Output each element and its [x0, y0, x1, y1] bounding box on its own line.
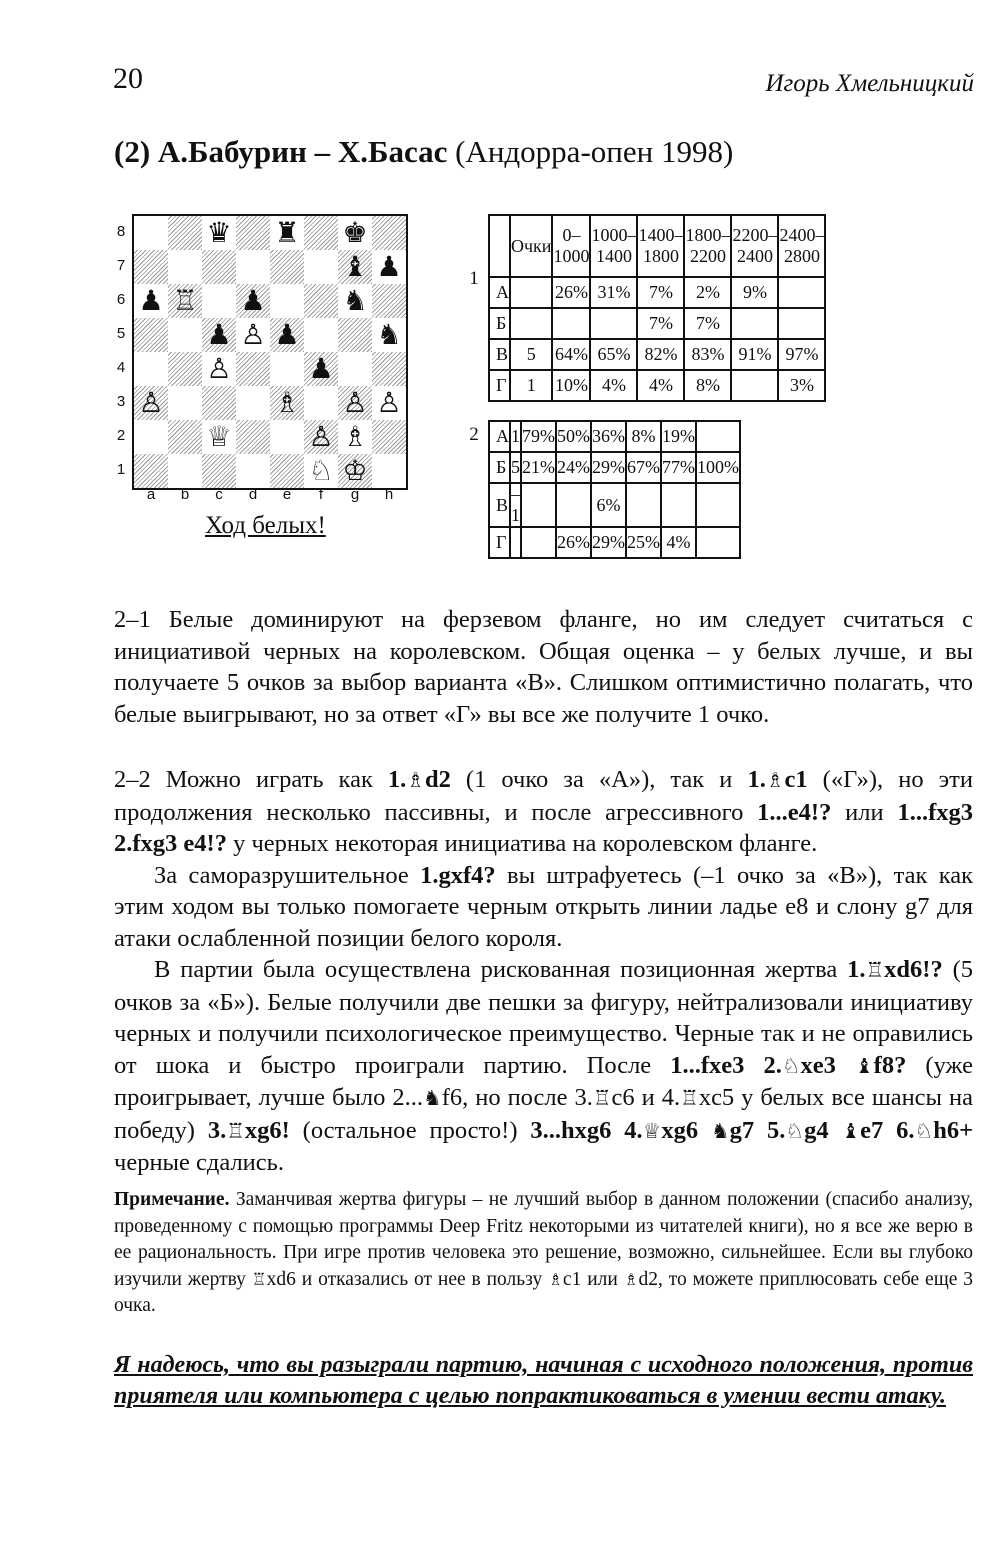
knight-icon: ♞	[710, 1118, 730, 1143]
square-c1	[202, 454, 236, 488]
header-cell	[552, 215, 590, 277]
points-cell	[510, 308, 552, 339]
square-d6	[236, 284, 270, 318]
square-f8	[304, 216, 338, 250]
square-b5	[168, 318, 202, 352]
table-row	[489, 277, 825, 308]
rank-label: 6	[116, 291, 126, 308]
footnote: Примечание. Заманчивая жертва фигуры – не лучший выбор в данном положении (спасибо анализу, проведенному с помощью программы Deep Fritz некоторыми из читателей книги), но я все же верю в ее рациональность. При игре против человека это решение, возможно, сильнейшее. Если вы глубоко изучили жертву ♖xd6 и отказались от нее в пользу ♗c1 или ♗d2, то можете приплюсовать себе еще 3 очка.	[114, 1189, 973, 1316]
rank-label: 8	[116, 223, 126, 240]
chess-piece-icon: ♗	[274, 386, 300, 419]
square-g5	[338, 318, 372, 352]
game-event: (Андорра-опен 1998)	[455, 134, 734, 169]
queen-icon: ♕	[642, 1118, 662, 1143]
chess-piece-icon: ♙	[240, 318, 266, 351]
square-d5	[236, 318, 270, 352]
square-f5	[304, 318, 338, 352]
rook-icon: ♖	[680, 1086, 699, 1110]
header-bottom: 2200	[689, 246, 726, 266]
square-b6	[168, 284, 202, 318]
file-label: a	[146, 486, 156, 503]
bishop-icon: ♝	[855, 1053, 874, 1078]
chess-piece-icon: ♟	[240, 284, 266, 317]
percent-cell: 26%	[552, 277, 590, 308]
header-top: 1000–	[591, 225, 637, 245]
row-letter: Г	[489, 527, 510, 558]
row-letter: Г	[489, 370, 510, 401]
rook-icon: ♖	[865, 958, 885, 982]
square-h2	[372, 420, 406, 454]
percent-cell: 21%	[521, 452, 556, 483]
closing-remark: Я надеюсь, что вы разыграли партию, начиная с исходного положения, против приятеля или компьютера с целью попрактиковаться в умении вести атаку.	[114, 1352, 973, 1409]
rook-icon: ♖	[251, 1269, 267, 1289]
square-a3	[134, 386, 168, 420]
square-e2	[270, 420, 304, 454]
square-g1	[338, 454, 372, 488]
file-label: e	[282, 486, 292, 503]
square-d3	[236, 386, 270, 420]
percent-cell: 8%	[626, 421, 661, 452]
percent-cell	[590, 308, 637, 339]
header-bottom: 2400	[736, 246, 773, 266]
square-e3	[270, 386, 304, 420]
header-empty-cell	[489, 215, 510, 277]
percent-cell: 67%	[626, 452, 661, 483]
percent-cell: 64%	[552, 339, 590, 370]
knight-icon: ♞	[423, 1086, 442, 1110]
header-bottom: 1400	[595, 246, 632, 266]
file-label: d	[248, 486, 258, 503]
header-cell: Очки	[510, 215, 552, 277]
points-cell	[510, 277, 552, 308]
square-f6	[304, 284, 338, 318]
percent-cell: 26%	[556, 527, 591, 558]
percent-cell	[521, 483, 556, 527]
square-d2	[236, 420, 270, 454]
percent-cell: 97%	[778, 339, 825, 370]
bishop-icon: ♗	[548, 1269, 563, 1289]
rank-label: 2	[116, 427, 126, 444]
table-section-label: 1	[469, 268, 479, 289]
game-heading	[114, 134, 733, 170]
square-d1	[236, 454, 270, 488]
percent-cell	[661, 483, 696, 527]
rank-label: 7	[116, 257, 126, 274]
knight-icon: ♘	[781, 1053, 801, 1078]
chess-piece-icon: ♟	[376, 250, 402, 283]
square-b7	[168, 250, 202, 284]
header-bottom: 1000	[553, 246, 590, 266]
points-cell: 5	[510, 452, 521, 483]
square-b1	[168, 454, 202, 488]
square-a4	[134, 352, 168, 386]
square-c2	[202, 420, 236, 454]
square-h4	[372, 352, 406, 386]
rank-label: 4	[116, 359, 126, 376]
percent-cell: 29%	[591, 527, 626, 558]
header-cell	[590, 215, 637, 277]
chess-piece-icon: ♙	[206, 352, 232, 385]
table-row	[489, 370, 825, 401]
square-a1	[134, 454, 168, 488]
square-b8	[168, 216, 202, 250]
header-top: 2400–	[779, 225, 825, 245]
chess-piece-icon: ♟	[138, 284, 164, 317]
rook-icon: ♖	[226, 1118, 245, 1143]
percent-cell: 6%	[591, 483, 626, 527]
points-cell: 5	[510, 339, 552, 370]
header-top: 1800–	[685, 225, 731, 245]
square-g3	[338, 386, 372, 420]
percent-cell: 100%	[696, 452, 740, 483]
header-bottom: 1800	[642, 246, 679, 266]
file-label: b	[180, 486, 190, 503]
percent-cell: 3%	[778, 370, 825, 401]
square-g6	[338, 284, 372, 318]
percent-cell	[778, 308, 825, 339]
header-cell	[731, 215, 778, 277]
rank-label: 5	[116, 325, 126, 342]
bishop-icon: ♗	[406, 768, 425, 792]
square-h3	[372, 386, 406, 420]
knight-icon: ♘	[785, 1118, 805, 1143]
percent-cell	[731, 308, 778, 339]
square-c4	[202, 352, 236, 386]
percent-cell	[552, 308, 590, 339]
percent-cell	[696, 527, 740, 558]
square-a8	[134, 216, 168, 250]
square-g4	[338, 352, 372, 386]
square-h8	[372, 216, 406, 250]
percentage-table	[488, 420, 741, 559]
percent-cell: 10%	[552, 370, 590, 401]
square-b4	[168, 352, 202, 386]
percent-cell: 7%	[684, 308, 731, 339]
table-row	[489, 527, 740, 558]
points-cell: –1	[511, 484, 520, 525]
paragraph-2-2	[114, 764, 973, 1179]
chess-piece-icon: ♙	[376, 386, 402, 419]
square-h5	[372, 318, 406, 352]
rank-label: 1	[116, 461, 126, 478]
chess-piece-icon: ♞	[376, 318, 402, 351]
chess-piece-icon: ♟	[274, 318, 300, 351]
chess-piece-icon: ♟	[308, 352, 334, 385]
chess-piece-icon: ♖	[172, 284, 198, 317]
knight-icon: ♘	[914, 1118, 934, 1143]
square-e5	[270, 318, 304, 352]
header-bottom: 2800	[783, 246, 820, 266]
square-e1	[270, 454, 304, 488]
page-number: 20	[113, 62, 143, 95]
percent-cell: 83%	[684, 339, 731, 370]
square-f1	[304, 454, 338, 488]
paragraph-text: За саморазрушительное 1.gxf4? вы штрафуетесь (–1 очко за «В»), так как этим ходом вы только помогаете черным открыть линии ладье e8 и слону g7 для атаки ослабленной позиции белого короля.	[114, 861, 973, 952]
game-number: (2)	[114, 134, 151, 169]
percent-cell	[556, 483, 591, 527]
square-c5	[202, 318, 236, 352]
chess-piece-icon: ♙	[308, 420, 334, 453]
chess-board	[132, 214, 408, 490]
chess-piece-icon: ♕	[206, 420, 232, 453]
paragraph-text: 2–2 Можно играть как 1.♗d2 (1 очко за «А»), так и 1.♗c1 («Г»), но эти продолжения несколько пассивны, и после агрессивного 1...e4!? или 1...fxg3 2.fxg3 e4!? у черных некоторая инициатива на королевском фланге.	[114, 766, 973, 857]
table-section-label: 2	[469, 424, 479, 445]
percent-cell: 82%	[637, 339, 684, 370]
chess-piece-icon: ♚	[342, 216, 368, 249]
percent-cell	[521, 527, 556, 558]
square-a6	[134, 284, 168, 318]
chess-piece-icon: ♗	[342, 420, 368, 453]
square-f7	[304, 250, 338, 284]
row-letter: В	[489, 483, 510, 527]
square-c6	[202, 284, 236, 318]
row-letter: А	[489, 277, 510, 308]
percent-cell: 2%	[684, 277, 731, 308]
row-letter: В	[489, 339, 510, 370]
table-row	[489, 339, 825, 370]
bishop-icon: ♝	[841, 1118, 861, 1143]
square-f4	[304, 352, 338, 386]
points-cell: 1	[510, 421, 521, 452]
percent-cell: 7%	[637, 308, 684, 339]
chess-piece-icon: ♞	[342, 284, 368, 317]
file-label: f	[318, 486, 324, 503]
row-letter: А	[489, 421, 510, 452]
file-label: c	[215, 486, 223, 503]
percent-cell: 8%	[684, 370, 731, 401]
chess-piece-icon: ♙	[138, 386, 164, 419]
percent-cell	[696, 483, 740, 527]
chess-piece-icon: ♙	[342, 386, 368, 419]
running-header-author: Игорь Хмельницкий	[765, 70, 974, 97]
square-g7	[338, 250, 372, 284]
percent-cell	[731, 370, 778, 401]
percent-cell: 4%	[590, 370, 637, 401]
square-h7	[372, 250, 406, 284]
table-row	[489, 308, 825, 339]
square-a5	[134, 318, 168, 352]
square-e8	[270, 216, 304, 250]
chess-piece-icon: ♜	[274, 216, 300, 249]
square-e7	[270, 250, 304, 284]
points-cell	[510, 527, 521, 558]
header-top: 1400–	[638, 225, 684, 245]
header-cell	[778, 215, 825, 277]
percent-cell: 29%	[591, 452, 626, 483]
rank-label: 3	[116, 393, 126, 410]
percent-cell: 19%	[661, 421, 696, 452]
percent-cell: 36%	[591, 421, 626, 452]
square-e6	[270, 284, 304, 318]
square-h6	[372, 284, 406, 318]
header-cell	[637, 215, 684, 277]
file-label: g	[350, 486, 360, 503]
row-letter: Б	[489, 452, 510, 483]
points-cell: 1	[510, 370, 552, 401]
percent-cell: 50%	[556, 421, 591, 452]
percent-cell	[626, 483, 661, 527]
percentage-table	[488, 214, 826, 402]
row-letter: Б	[489, 308, 510, 339]
file-label: h	[384, 486, 394, 503]
square-b2	[168, 420, 202, 454]
table-row	[489, 421, 740, 452]
chess-piece-icon: ♛	[206, 216, 232, 249]
square-d4	[236, 352, 270, 386]
square-b3	[168, 386, 202, 420]
square-d7	[236, 250, 270, 284]
chess-piece-icon: ♔	[342, 454, 368, 487]
note-label: Примечание.	[114, 1189, 230, 1210]
square-d8	[236, 216, 270, 250]
square-c3	[202, 386, 236, 420]
bishop-icon: ♗	[765, 768, 785, 792]
table-row	[489, 452, 740, 483]
header-top: 0–	[562, 225, 581, 245]
game-players: А.Бабурин – Х.Басас	[157, 134, 448, 169]
percent-cell: 79%	[521, 421, 556, 452]
percent-cell: 4%	[661, 527, 696, 558]
square-a2	[134, 420, 168, 454]
chess-piece-icon: ♝	[342, 250, 368, 283]
header-top: 2200–	[732, 225, 778, 245]
percent-cell: 24%	[556, 452, 591, 483]
percent-cell	[778, 277, 825, 308]
square-g8	[338, 216, 372, 250]
diagram-caption: Ход белых!	[205, 512, 326, 539]
percent-cell: 4%	[637, 370, 684, 401]
square-f3	[304, 386, 338, 420]
percent-cell: 91%	[731, 339, 778, 370]
square-h1	[372, 454, 406, 488]
percent-cell: 7%	[637, 277, 684, 308]
square-g2	[338, 420, 372, 454]
percent-cell: 9%	[731, 277, 778, 308]
bishop-icon: ♗	[623, 1269, 639, 1289]
header-cell	[684, 215, 731, 277]
square-f2	[304, 420, 338, 454]
paragraph-text: 2–1 Белые доминируют на ферзевом фланге, но им следует считаться с инициативой черных на королевском. Общая оценка – у белых лучше, и вы получаете 5 очков за выбор варианта «В». Слишком оптимистично полагать, что белые выигрывают, но за ответ «Г» вы все же получите 1 очко.	[114, 606, 973, 728]
chess-piece-icon: ♘	[308, 454, 334, 487]
paragraph-text: В партии была осуществлена рискованная позиционная жертва 1.♖xd6!? (5 очков за «Б»). Белые получили две пешки за фигуру, нейтрализовали инициативу черных и получили психологическое преимущество. Черные так и не оправились от шока и быстро проиграли партию. После 1...fxe3 2.♘xe3 ♝f8? (уже проигрывает, лучше было 2...♞f6, но после 3.♖c6 и 4.♖xc5 у белых все шансы на победу) 3.♖xg6! (остальное просто!) 3...hxg6 4.♕xg6 ♞g7 5.♘g4 ♝e7 6.♘h6+ черные сдались.	[114, 956, 974, 1176]
table-header-row	[489, 215, 825, 277]
percent-cell: 25%	[626, 527, 661, 558]
square-e4	[270, 352, 304, 386]
square-c7	[202, 250, 236, 284]
chess-piece-icon: ♟	[206, 318, 232, 351]
table-row	[489, 483, 740, 527]
square-a7	[134, 250, 168, 284]
paragraph-2-1	[114, 604, 973, 730]
percent-cell: 77%	[661, 452, 696, 483]
percent-cell: 65%	[590, 339, 637, 370]
rook-icon: ♖	[592, 1086, 612, 1110]
percent-cell	[696, 421, 740, 452]
percent-cell: 31%	[590, 277, 637, 308]
square-c8	[202, 216, 236, 250]
